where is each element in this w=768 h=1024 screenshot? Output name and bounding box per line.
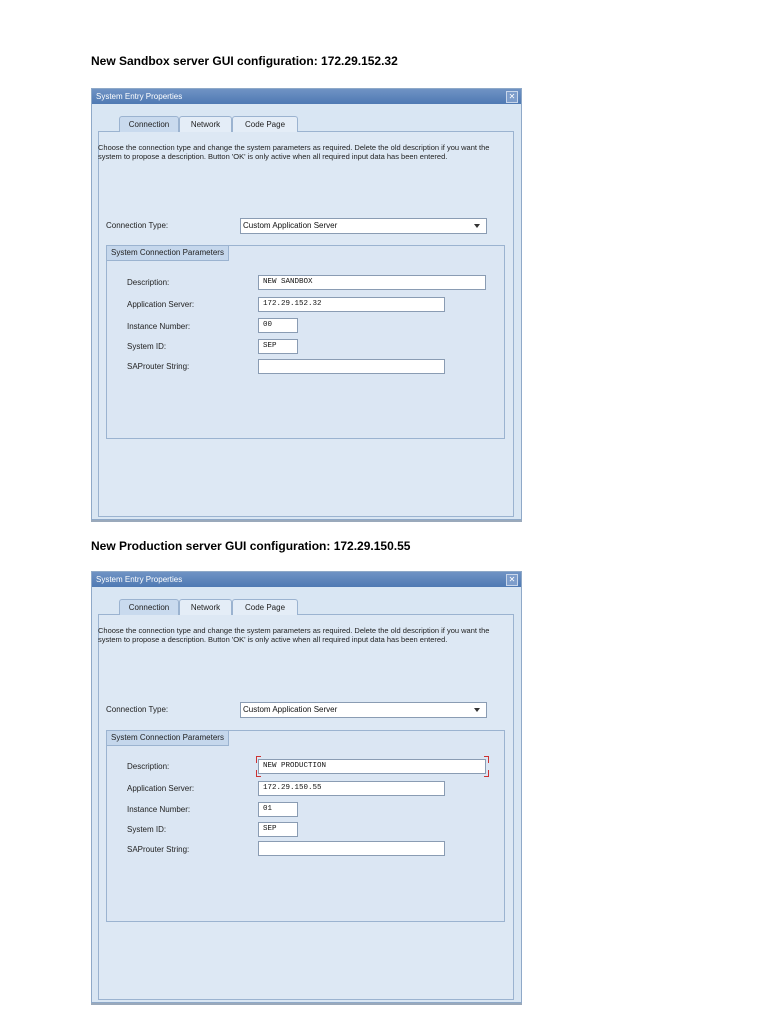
chevron-down-icon[interactable] — [474, 224, 480, 228]
description-field[interactable]: NEW SANDBOX — [258, 275, 486, 290]
tab-network[interactable]: Network — [179, 599, 232, 615]
dialog-title: System Entry Properties — [96, 575, 183, 584]
group-title: System Connection Parameters — [107, 731, 229, 746]
system-id-label: System ID: — [127, 342, 167, 351]
saprouter-string-field[interactable] — [258, 359, 445, 374]
saprouter-string-label: SAProuter String: — [127, 845, 190, 854]
saprouter-string-field[interactable] — [258, 841, 445, 856]
instance-number-label: Instance Number: — [127, 322, 191, 331]
highlight-bracket-bottom-right — [484, 770, 489, 777]
dialog-titlebar — [92, 572, 521, 587]
instance-number-field[interactable]: 01 — [258, 802, 298, 817]
system-id-label: System ID: — [127, 825, 167, 834]
system-id-field[interactable]: SEP — [258, 822, 298, 837]
tab-connection[interactable]: Connection — [119, 116, 179, 132]
description-label: Description: — [127, 762, 170, 771]
system-id-field[interactable]: SEP — [258, 339, 298, 354]
bottom-separator — [91, 520, 522, 522]
description-label: Description: — [127, 278, 170, 287]
section-heading-production: New Production server GUI configuration: 172.29.150.55 — [91, 539, 411, 553]
connection-type-value: Custom Application Server — [243, 705, 338, 714]
application-server-label: Application Server: — [127, 300, 195, 309]
dialog-titlebar — [92, 89, 521, 104]
dialog-title: System Entry Properties — [96, 92, 183, 101]
system-entry-dialog-sandbox — [91, 88, 522, 520]
highlight-bracket-top-left — [256, 756, 261, 763]
connection-type-select[interactable] — [240, 218, 487, 234]
instance-number-label: Instance Number: — [127, 805, 191, 814]
application-server-label: Application Server: — [127, 784, 195, 793]
close-icon[interactable]: ✕ — [506, 574, 518, 586]
tab-code-page[interactable]: Code Page — [232, 116, 298, 132]
intro-text: Choose the connection type and change the system parameters as required. Delete the old description if you want the system to propose a description. Button 'OK' is only active when all required input data has been entered. — [98, 143, 490, 161]
connection-type-label: Connection Type: — [106, 705, 169, 714]
section-heading-sandbox: New Sandbox server GUI configuration: 172.29.152.32 — [91, 54, 398, 68]
tab-code-page[interactable]: Code Page — [232, 599, 298, 615]
tab-network[interactable]: Network — [179, 116, 232, 132]
group-title: System Connection Parameters — [107, 246, 229, 261]
connection-type-select[interactable] — [240, 702, 487, 718]
tab-connection[interactable]: Connection — [119, 599, 179, 615]
connection-type-value: Custom Application Server — [243, 221, 338, 230]
highlight-bracket-top-right — [484, 756, 489, 763]
instance-number-field[interactable]: 00 — [258, 318, 298, 333]
system-entry-dialog-production — [91, 571, 522, 1003]
application-server-field[interactable]: 172.29.150.55 — [258, 781, 445, 796]
chevron-down-icon[interactable] — [474, 708, 480, 712]
highlight-bracket-bottom-left — [256, 770, 261, 777]
description-field[interactable]: NEW PRODUCTION — [258, 759, 486, 774]
application-server-field[interactable]: 172.29.152.32 — [258, 297, 445, 312]
intro-text: Choose the connection type and change the system parameters as required. Delete the old description if you want the system to propose a description. Button 'OK' is only active when all required input data has been entered. — [98, 626, 490, 644]
saprouter-string-label: SAProuter String: — [127, 362, 190, 371]
close-icon[interactable]: ✕ — [506, 91, 518, 103]
connection-type-label: Connection Type: — [106, 221, 169, 230]
bottom-separator — [91, 1003, 522, 1005]
